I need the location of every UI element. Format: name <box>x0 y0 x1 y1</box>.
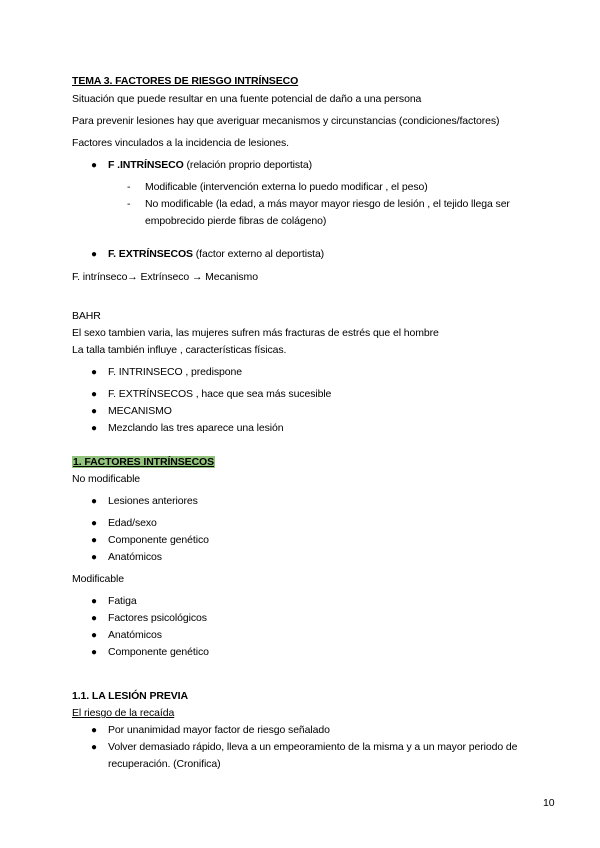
bullet-icon: ● <box>91 367 97 378</box>
section-1-heading-text: 1. FACTORES INTRÍNSECOS <box>73 456 215 468</box>
extrinseco-desc: (factor externo al deportista) <box>192 248 325 260</box>
bullet-icon: ● <box>91 389 97 400</box>
mod-item: Fatiga <box>108 595 137 607</box>
intrinseco-subitem: Modificable (intervención externa lo puedo modificar , el peso) <box>145 181 428 193</box>
dash-icon: - <box>127 181 131 193</box>
extrinseco-item <box>108 248 324 261</box>
bullet-icon: ● <box>91 535 97 546</box>
bahr-line-2: La talla también influye , características físicas. <box>72 344 287 356</box>
no-mod-item: Edad/sexo <box>108 517 157 529</box>
section-1-heading <box>72 456 215 469</box>
lesion-item-cont: recuperación. (Cronifica) <box>108 758 221 770</box>
bahr-item: F. EXTRÍNSECOS , hace que sea más sucesible <box>108 388 332 400</box>
section-1-1-heading: 1.1. LA LESIÓN PREVIA <box>72 690 188 702</box>
intrinseco-item <box>108 159 312 172</box>
mod-item: Factores psicológicos <box>108 612 207 624</box>
bullet-icon: ● <box>91 630 97 641</box>
bahr-item: Mezclando las tres aparece una lesión <box>108 422 284 434</box>
bahr-line-1: El sexo tambien varia, las mujeres sufren más fracturas de estrés que el hombre <box>72 327 439 339</box>
intro-line-2: Para prevenir lesiones hay que averiguar mecanismos y circunstancias (condiciones/factores) <box>72 115 500 127</box>
bullet-icon: ● <box>91 249 97 260</box>
intro-line-3: Factores vinculados a la incidencia de lesiones. <box>72 137 289 149</box>
bullet-icon: ● <box>91 613 97 624</box>
intrinseco-label: F .INTRÍNSECO <box>108 159 184 171</box>
factor-chain: F. intrínseco→ Extrínseco → Mecanismo <box>72 271 258 283</box>
bullet-icon: ● <box>91 647 97 658</box>
intro-line-1: Situación que puede resultar en una fuente potencial de daño a una persona <box>72 93 422 105</box>
no-mod-item: Lesiones anteriores <box>108 495 198 507</box>
bahr-heading: BAHR <box>72 310 101 322</box>
no-mod-item: Anatómicos <box>108 551 162 563</box>
bullet-icon: ● <box>91 518 97 529</box>
mod-item: Componente genético <box>108 646 209 658</box>
page-number: 10 <box>543 797 555 809</box>
bahr-item: MECANISMO <box>108 405 172 417</box>
lesion-item: Por unanimidad mayor factor de riesgo señalado <box>108 724 330 736</box>
no-mod-item: Componente genético <box>108 534 209 546</box>
no-modificable-label: No modificable <box>72 473 141 485</box>
intrinseco-subitem-cont: empobrecido pierde fibras de colágeno) <box>145 215 327 227</box>
intrinseco-subitem: No modificable (la edad, a más mayor mayor riesgo de lesión , el tejido llega ser <box>145 198 510 210</box>
intrinseco-desc: (relación proprio deportista) <box>183 159 313 171</box>
bullet-icon: ● <box>91 496 97 507</box>
bullet-icon: ● <box>91 596 97 607</box>
section-1-1-subheading: El riesgo de la recaída <box>72 707 175 719</box>
bullet-icon: ● <box>91 160 97 171</box>
bullet-icon: ● <box>91 742 97 753</box>
bullet-icon: ● <box>91 725 97 736</box>
modificable-label: Modificable <box>72 573 125 585</box>
dash-icon: - <box>127 198 131 210</box>
mod-item: Anatómicos <box>108 629 162 641</box>
lesion-item: Volver demasiado rápido, lleva a un empeoramiento de la misma y a un mayor periodo de <box>108 741 518 753</box>
bahr-item: F. INTRINSECO , predispone <box>108 366 242 378</box>
bullet-icon: ● <box>91 406 97 417</box>
bullet-icon: ● <box>91 423 97 434</box>
bullet-icon: ● <box>91 552 97 563</box>
page-title: TEMA 3. FACTORES DE RIESGO INTRÍNSECO <box>72 75 299 87</box>
extrinseco-label: F. EXTRÍNSECOS <box>108 248 193 260</box>
